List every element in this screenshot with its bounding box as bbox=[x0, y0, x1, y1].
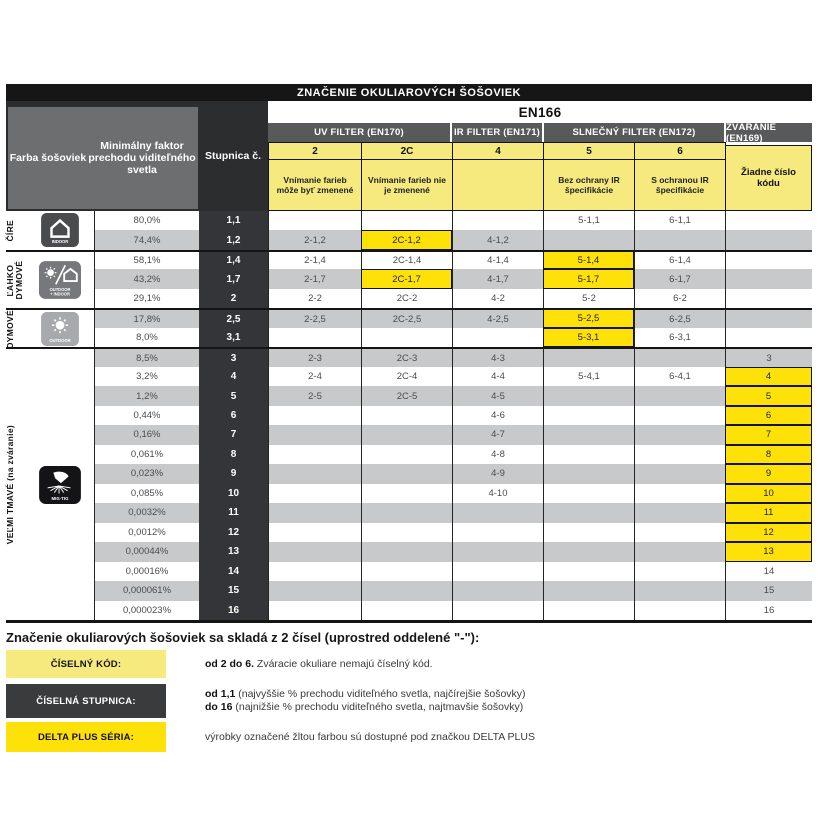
cell-sun5: 5-2 bbox=[543, 289, 634, 308]
cell-sun6 bbox=[634, 503, 725, 522]
cell-sun6 bbox=[634, 542, 725, 561]
cell-weld: 9 bbox=[725, 464, 812, 483]
cell-sun6 bbox=[634, 523, 725, 542]
code-header-6: 6 bbox=[634, 142, 726, 160]
cell-ir4: 4-2,5 bbox=[452, 308, 543, 327]
cell-pct: 0,44% bbox=[94, 406, 199, 425]
svg-text:OUTDOOR: OUTDOOR bbox=[49, 337, 71, 343]
cell-weld: 12 bbox=[725, 523, 812, 542]
cell-ir4: 4-8 bbox=[452, 445, 543, 464]
cell-weld: 8 bbox=[725, 445, 812, 464]
cell-ir4 bbox=[452, 562, 543, 581]
cell-sun5: 5-1,4 bbox=[543, 250, 634, 269]
outdoor-indoor-icon bbox=[26, 261, 94, 299]
cell-uv2c: 2C-1,2 bbox=[361, 230, 452, 249]
cell-ir4: 4-2 bbox=[452, 289, 543, 308]
welding-icon bbox=[26, 466, 94, 504]
cell-pct: 0,085% bbox=[94, 484, 199, 503]
cell-uv2 bbox=[268, 425, 361, 444]
cell-uv2c bbox=[361, 425, 452, 444]
cell-scale: 11 bbox=[199, 503, 268, 522]
cell-uv2c bbox=[361, 503, 452, 522]
cell-pct: 43,2% bbox=[94, 269, 199, 288]
cell-uv2 bbox=[268, 484, 361, 503]
cell-sun5 bbox=[543, 386, 634, 405]
cell-sun5: 5-3,1 bbox=[543, 328, 634, 347]
cell-sun5: 5-1,7 bbox=[543, 269, 634, 288]
group-label: DYMOVÉ bbox=[5, 309, 15, 349]
cell-uv2c bbox=[361, 211, 452, 230]
cell-pct: 0,023% bbox=[94, 464, 199, 483]
cell-pct: 80,0% bbox=[94, 211, 199, 230]
cell-scale: 2 bbox=[199, 289, 268, 308]
cell-weld: 6 bbox=[725, 406, 812, 425]
cell-scale: 16 bbox=[199, 601, 268, 620]
legend-item bbox=[6, 684, 812, 718]
cell-uv2c: 2C-1,7 bbox=[361, 269, 452, 288]
cell-sun5 bbox=[543, 445, 634, 464]
cell-pct: 17,8% bbox=[94, 308, 199, 327]
desc-header-6: S ochranou IR špecifikácie bbox=[634, 159, 726, 211]
cell-sun6 bbox=[634, 386, 725, 405]
header-farba-faktor bbox=[8, 107, 198, 209]
cell-uv2: 2-2 bbox=[268, 289, 361, 308]
cell-pct: 1,2% bbox=[94, 386, 199, 405]
cell-sun5 bbox=[543, 523, 634, 542]
cell-ir4: 4-1,7 bbox=[452, 269, 543, 288]
group-welding bbox=[6, 347, 94, 620]
cell-sun6 bbox=[634, 406, 725, 425]
cell-scale: 7 bbox=[199, 425, 268, 444]
cell-pct: 8,0% bbox=[94, 328, 199, 347]
outdoor-icon bbox=[26, 312, 94, 346]
cell-sun5 bbox=[543, 601, 634, 620]
cell-ir4: 4-3 bbox=[452, 347, 543, 366]
page-title: ZNAČENIE OKULIAROVÝCH ŠOŠOVIEK bbox=[6, 84, 812, 101]
col-header-uv-filter: UV FILTER (EN170) bbox=[268, 123, 450, 142]
cell-sun6: 6-2,5 bbox=[634, 308, 725, 327]
cell-ir4 bbox=[452, 542, 543, 561]
cell-uv2: 2-1,4 bbox=[268, 250, 361, 269]
cell-ir4 bbox=[452, 328, 543, 347]
legend-label: ČÍSELNÁ STUPNICA: bbox=[6, 684, 166, 718]
cell-uv2: 2-4 bbox=[268, 367, 361, 386]
cell-scale: 6 bbox=[199, 406, 268, 425]
cell-ir4 bbox=[452, 503, 543, 522]
cell-sun6 bbox=[634, 581, 725, 600]
table-header-right bbox=[268, 101, 812, 211]
cell-sun6 bbox=[634, 562, 725, 581]
cell-uv2c: 2C-5 bbox=[361, 386, 452, 405]
code-header-2: 2 bbox=[268, 142, 362, 160]
cell-sun6: 6-1,4 bbox=[634, 250, 725, 269]
cell-sun6 bbox=[634, 347, 725, 366]
cell-uv2c bbox=[361, 445, 452, 464]
cell-sun5: 5-4,1 bbox=[543, 367, 634, 386]
code-header-4: 4 bbox=[452, 142, 544, 160]
cell-uv2: 2-5 bbox=[268, 386, 361, 405]
cell-uv2c: 2C-4 bbox=[361, 367, 452, 386]
cell-scale: 4 bbox=[199, 367, 268, 386]
cell-scale: 14 bbox=[199, 562, 268, 581]
cell-pct: 29,1% bbox=[94, 289, 199, 308]
cell-ir4: 4-1,4 bbox=[452, 250, 543, 269]
desc-header-2: Vnímanie farieb môže byť zmenené bbox=[268, 159, 362, 211]
cell-uv2c bbox=[361, 328, 452, 347]
cell-sun5 bbox=[543, 484, 634, 503]
cell-sun6 bbox=[634, 601, 725, 620]
cell-weld: 15 bbox=[725, 581, 812, 600]
cell-weld: 11 bbox=[725, 503, 812, 522]
cell-uv2 bbox=[268, 562, 361, 581]
cell-sun5 bbox=[543, 425, 634, 444]
cell-uv2c bbox=[361, 581, 452, 600]
cell-scale: 5 bbox=[199, 386, 268, 405]
cell-pct: 0,061% bbox=[94, 445, 199, 464]
cell-weld bbox=[725, 308, 812, 327]
cell-sun5 bbox=[543, 230, 634, 249]
cell-weld: 7 bbox=[725, 425, 812, 444]
cell-pct: 0,000061% bbox=[94, 581, 199, 600]
cell-scale: 3,1 bbox=[199, 328, 268, 347]
cell-uv2 bbox=[268, 328, 361, 347]
cell-ir4: 4-4 bbox=[452, 367, 543, 386]
welding-no-code-note: Žiadne číslo kódu bbox=[725, 145, 812, 211]
cell-uv2 bbox=[268, 211, 361, 230]
svg-text:+ INDOOR: + INDOOR bbox=[50, 291, 70, 297]
cell-weld: 14 bbox=[725, 562, 812, 581]
cell-scale: 3 bbox=[199, 347, 268, 366]
code-header-2c: 2C bbox=[361, 142, 453, 160]
cell-ir4 bbox=[452, 523, 543, 542]
standard-label: EN166 bbox=[268, 101, 812, 123]
cell-ir4: 4-7 bbox=[452, 425, 543, 444]
cell-pct: 0,000023% bbox=[94, 601, 199, 620]
group-outdoor bbox=[6, 308, 94, 347]
cell-scale: 1,2 bbox=[199, 230, 268, 249]
col-header-ir-filter: IR FILTER (EN171) bbox=[452, 123, 542, 142]
cell-uv2c bbox=[361, 542, 452, 561]
legend-text: od 1,1 (najvyššie % prechodu viditeľného svetla, najčírejšie šošovky) do 16 (najnižšie % prechodu viditeľného svetla, najtmavšie šošovky) bbox=[205, 688, 526, 713]
group-label: ĽAHKO DYMOVÉ bbox=[5, 260, 24, 300]
cell-weld bbox=[725, 230, 812, 249]
cell-ir4: 4-10 bbox=[452, 484, 543, 503]
cell-ir4: 4-9 bbox=[452, 464, 543, 483]
legend-intro: Značenie okuliarových šošoviek sa skladá z 2 čísel (uprostred oddelené "-"): bbox=[6, 630, 480, 645]
cell-weld: 5 bbox=[725, 386, 812, 405]
legend-item bbox=[6, 722, 812, 752]
cell-pct: 58,1% bbox=[94, 250, 199, 269]
cell-sun5 bbox=[543, 562, 634, 581]
cell-uv2c: 2C-2 bbox=[361, 289, 452, 308]
code-header-5: 5 bbox=[543, 142, 635, 160]
legend-item bbox=[6, 650, 812, 678]
group-outdoor-indoor bbox=[6, 250, 94, 308]
cell-ir4: 4-6 bbox=[452, 406, 543, 425]
cell-uv2: 2-2,5 bbox=[268, 308, 361, 327]
cell-sun6 bbox=[634, 445, 725, 464]
cell-weld: 4 bbox=[725, 367, 812, 386]
cell-uv2: 2-3 bbox=[268, 347, 361, 366]
cell-sun5 bbox=[543, 542, 634, 561]
cell-ir4 bbox=[452, 601, 543, 620]
indoor-icon bbox=[26, 213, 94, 247]
cell-scale: 12 bbox=[199, 523, 268, 542]
col-header-welding: ZVÁRANIE (EN169) bbox=[726, 123, 812, 142]
lens-table-body bbox=[6, 211, 812, 623]
cell-sun6 bbox=[634, 484, 725, 503]
cell-uv2c: 2C-1,4 bbox=[361, 250, 452, 269]
cell-ir4: 4-1,2 bbox=[452, 230, 543, 249]
cell-scale: 15 bbox=[199, 581, 268, 600]
cell-uv2c bbox=[361, 406, 452, 425]
col-header-sun-filter: SLNEČNÝ FILTER (EN172) bbox=[544, 123, 724, 142]
svg-text:OUTDOOR: OUTDOOR bbox=[49, 287, 71, 293]
cell-pct: 3,2% bbox=[94, 367, 199, 386]
cell-uv2: 2-1,7 bbox=[268, 269, 361, 288]
cell-sun5 bbox=[543, 347, 634, 366]
desc-header-4 bbox=[452, 159, 544, 211]
cell-scale: 13 bbox=[199, 542, 268, 561]
group-indoor bbox=[6, 211, 94, 250]
cell-sun6 bbox=[634, 464, 725, 483]
col-header-faktor: Minimálny faktor prechodu viditeľného svetla bbox=[88, 140, 196, 176]
cell-pct: 0,16% bbox=[94, 425, 199, 444]
cell-ir4 bbox=[452, 211, 543, 230]
cell-sun5 bbox=[543, 581, 634, 600]
cell-sun6: 6-4,1 bbox=[634, 367, 725, 386]
cell-sun5: 5-2,5 bbox=[543, 308, 634, 327]
cell-weld bbox=[725, 250, 812, 269]
table-header-left bbox=[6, 101, 268, 211]
cell-uv2c bbox=[361, 601, 452, 620]
cell-ir4 bbox=[452, 581, 543, 600]
col-header-stupnica: Stupnica č. bbox=[204, 150, 261, 162]
cell-uv2c: 2C-3 bbox=[361, 347, 452, 366]
cell-sun6: 6-3,1 bbox=[634, 328, 725, 347]
cell-uv2 bbox=[268, 464, 361, 483]
legend-label: DELTA PLUS SÉRIA: bbox=[6, 722, 166, 752]
cell-uv2 bbox=[268, 503, 361, 522]
cell-weld: 3 bbox=[725, 347, 812, 366]
cell-uv2 bbox=[268, 581, 361, 600]
cell-sun5: 5-1,1 bbox=[543, 211, 634, 230]
cell-pct: 0,0012% bbox=[94, 523, 199, 542]
desc-header-5: Bez ochrany IR špecifikácie bbox=[543, 159, 635, 211]
cell-uv2 bbox=[268, 406, 361, 425]
svg-text:MIG-TIG: MIG-TIG bbox=[51, 495, 69, 501]
legend-text: od 2 do 6. Zváracie okuliare nemajú číselný kód. bbox=[205, 657, 433, 670]
cell-uv2 bbox=[268, 542, 361, 561]
cell-weld bbox=[725, 211, 812, 230]
cell-uv2 bbox=[268, 445, 361, 464]
cell-pct: 0,0032% bbox=[94, 503, 199, 522]
cell-uv2c bbox=[361, 464, 452, 483]
cell-sun5 bbox=[543, 406, 634, 425]
cell-weld: 16 bbox=[725, 601, 812, 620]
cell-pct: 0,00016% bbox=[94, 562, 199, 581]
cell-scale: 10 bbox=[199, 484, 268, 503]
group-label: VEĽMI TMAVÉ (na zváranie) bbox=[5, 425, 15, 545]
cell-sun5 bbox=[543, 464, 634, 483]
col-header-farba: Farba šošoviek bbox=[9, 152, 87, 164]
cell-sun6 bbox=[634, 230, 725, 249]
cell-ir4: 4-5 bbox=[452, 386, 543, 405]
cell-weld bbox=[725, 328, 812, 347]
cell-scale: 1,1 bbox=[199, 211, 268, 230]
cell-weld: 13 bbox=[725, 542, 812, 561]
cell-uv2c bbox=[361, 523, 452, 542]
cell-sun6: 6-1,1 bbox=[634, 211, 725, 230]
legend-text: výrobky označené žltou farbou sú dostupné pod značkou DELTA PLUS bbox=[205, 730, 535, 743]
cell-sun6 bbox=[634, 425, 725, 444]
cell-uv2 bbox=[268, 601, 361, 620]
cell-sun6: 6-2 bbox=[634, 289, 725, 308]
legend-label: ČÍSELNÝ KÓD: bbox=[6, 650, 166, 678]
cell-scale: 8 bbox=[199, 445, 268, 464]
cell-uv2c: 2C-2,5 bbox=[361, 308, 452, 327]
cell-pct: 0,00044% bbox=[94, 542, 199, 561]
svg-text:INDOOR: INDOOR bbox=[51, 239, 69, 245]
cell-uv2 bbox=[268, 523, 361, 542]
cell-weld: 10 bbox=[725, 484, 812, 503]
cell-scale: 2,5 bbox=[199, 308, 268, 327]
cell-pct: 74,4% bbox=[94, 230, 199, 249]
cell-uv2: 2-1,2 bbox=[268, 230, 361, 249]
cell-scale: 1,7 bbox=[199, 269, 268, 288]
cell-uv2c bbox=[361, 484, 452, 503]
desc-header-2c: Vnímanie farieb nie je zmenené bbox=[361, 159, 453, 211]
cell-pct: 8,5% bbox=[94, 347, 199, 366]
group-label: ČÍRE bbox=[5, 219, 15, 242]
cell-sun6: 6-1,7 bbox=[634, 269, 725, 288]
cell-sun5 bbox=[543, 503, 634, 522]
cell-scale: 1,4 bbox=[199, 250, 268, 269]
cell-weld bbox=[725, 289, 812, 308]
cell-uv2c bbox=[361, 562, 452, 581]
cell-weld bbox=[725, 269, 812, 288]
cell-scale: 9 bbox=[199, 464, 268, 483]
